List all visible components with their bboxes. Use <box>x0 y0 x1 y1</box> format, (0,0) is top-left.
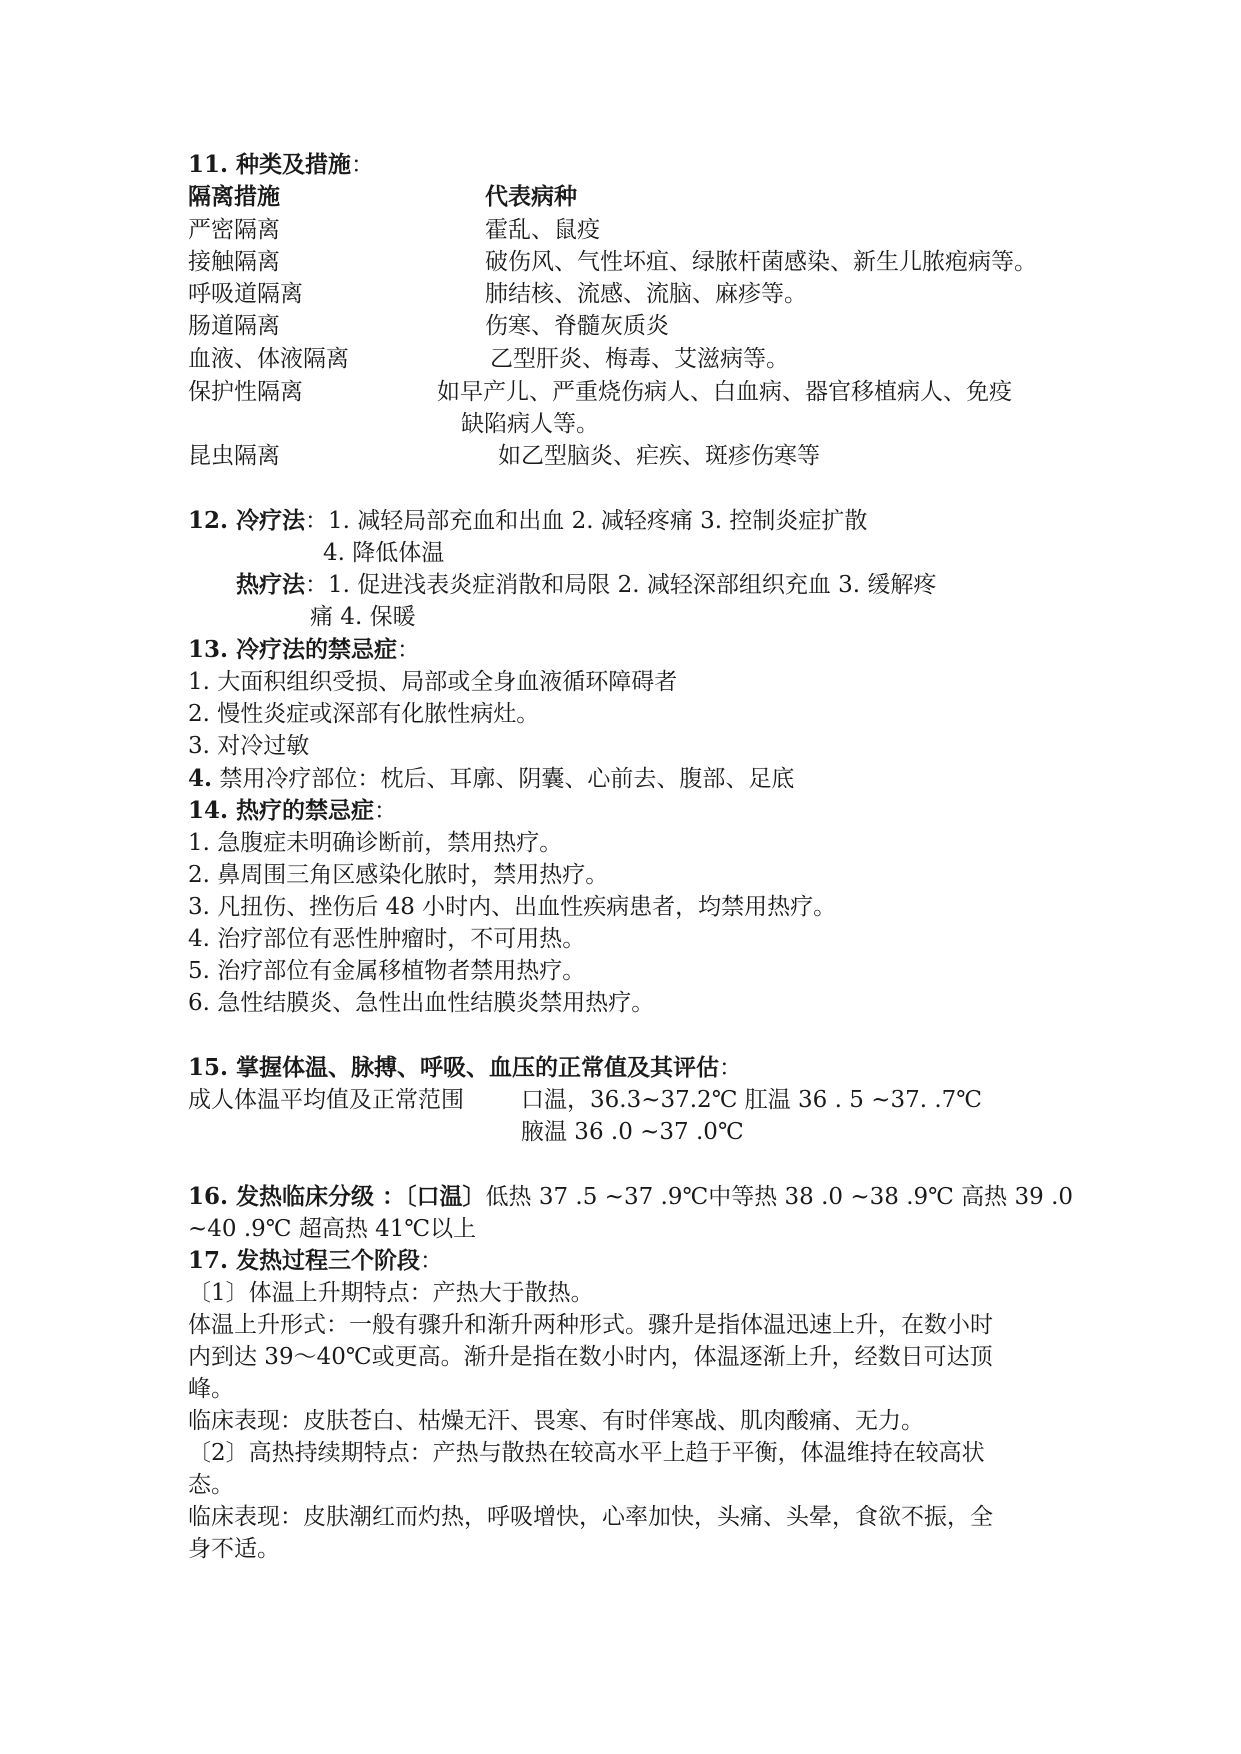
section-12-heat-therapy <box>236 570 936 600</box>
section-12-cold-therapy <box>188 506 867 536</box>
cold-contraindication-item <box>188 764 794 794</box>
adult-temperature-label: 成人体温平均值及正常范围 <box>188 1087 464 1113</box>
cold-contraindication-item: 3. 对冷过敏 <box>188 733 310 759</box>
isolation-disease: 乙型肝炎、梅毒、艾滋病等。 <box>490 346 789 372</box>
isolation-measure: 呼吸道隔离 <box>188 281 303 307</box>
isolation-measure: 严密隔离 <box>188 217 280 243</box>
heat-contraindication-item: 1. 急腹症未明确诊断前，禁用热疗。 <box>188 830 563 856</box>
fever-stage-line: 体温上升形式：一般有骤升和渐升两种形式。骤升是指体温迅速上升，在数小时 <box>188 1312 993 1338</box>
axillary-temperature: 腋温 36 .0 ~37 .0℃ <box>521 1119 744 1145</box>
cold-therapy-label: 12. 冷疗法 <box>188 507 306 534</box>
section-11-heading <box>188 150 374 180</box>
isolation-disease: 如早产儿、严重烧伤病人、白血病、器官移植病人、免疫 <box>437 379 1012 405</box>
fever-grade-values-continued: ~40 .9℃ 超高热 41℃以上 <box>188 1216 477 1242</box>
cold-therapy-effects: ：1. 减轻局部充血和出血 2. 减轻疼痛 3. 控制炎症扩散 <box>305 508 868 534</box>
fever-stage-line: 〔2〕高热持续期特点：产热与散热在较高水平上趋于平衡，体温维持在较高状 <box>188 1440 985 1466</box>
section-16-fever-grading <box>188 1182 1073 1212</box>
fever-stage-line: 身不适。 <box>188 1536 280 1562</box>
cold-contraindication-item: 1. 大面积组织受损、局部或全身血液循环障碍者 <box>188 669 678 695</box>
fever-stage-line: 临床表现：皮肤潮红而灼热，呼吸增快，心率加快，头痛、头晕，食欲不振，全 <box>188 1504 993 1530</box>
cold-contraindication-item: 2. 慢性炎症或深部有化脓性病灶。 <box>188 701 540 727</box>
fever-stage-line: 〔1〕体温上升期特点：产热大于散热。 <box>188 1280 594 1306</box>
fever-grade-values: 低热 37 .5 ~37 .9℃中等热 38 .0 ~38 .9℃ 高热 39 .0 <box>485 1184 1074 1210</box>
item-4-text: 禁用冷疗部位：枕后、耳廓、阴囊、心前去、腹部、足底 <box>212 766 795 792</box>
section-13-heading <box>188 635 420 665</box>
oral-rectal-temperature: 口温，36.3~37.2℃ 肛温 36 . 5 ~37. .7℃ <box>521 1087 983 1113</box>
heat-contraindication-item: 5. 治疗部位有金属移植物者禁用热疗。 <box>188 958 586 984</box>
heat-contraindication-item: 3. 凡扭伤、挫伤后 48 小时内、出血性疾病患者，均禁用热疗。 <box>188 894 837 920</box>
section-14-title: 14. 热疗的禁忌症 <box>188 797 375 824</box>
isolation-measure: 肠道隔离 <box>188 313 280 339</box>
section-15-heading <box>188 1053 742 1083</box>
fever-stage-line: 临床表现：皮肤苍白、枯燥无汗、畏寒、有时伴寒战、肌肉酸痛、无力。 <box>188 1408 924 1434</box>
item-4-number: 4. <box>188 765 213 792</box>
isolation-disease: 破伤风、气性坏疽、绿脓杆菌感染、新生儿脓疱病等。 <box>485 249 1037 275</box>
isolation-disease: 伤寒、脊髓灰质炎 <box>485 313 669 339</box>
section-17-title: 17. 发热过程三个阶段 <box>188 1247 421 1274</box>
heat-therapy-effects-continued: 痛 4. 保暖 <box>310 604 416 630</box>
fever-stage-line: 态。 <box>188 1472 234 1498</box>
heat-contraindication-item: 4. 治疗部位有恶性肿瘤时，不可用热。 <box>188 926 586 952</box>
isolation-disease: 霍乱、鼠疫 <box>485 217 600 243</box>
heat-therapy-effects: ：1. 促进浅表炎症消散和局限 2. 减轻深部组织充血 3. 缓解疼 <box>305 572 937 598</box>
isolation-measure: 接触隔离 <box>188 249 280 275</box>
section-11-title: 11. 种类及措施 <box>188 151 352 178</box>
fever-stage-line: 峰。 <box>188 1376 234 1402</box>
section-14-heading <box>188 796 397 826</box>
section-16-title: 16. 发热临床分级 ：〔口温〕 <box>188 1183 486 1210</box>
isolation-disease: 如乙型脑炎、疟疾、斑疹伤寒等 <box>498 443 820 469</box>
isolation-measure-header: 隔离措施 <box>188 183 280 210</box>
heat-therapy-label: 热疗法 <box>236 571 305 598</box>
fever-stage-line: 内到达 39～40℃或更高。渐升是指在数小时内，体温逐渐上升，经数日可达顶 <box>188 1344 993 1370</box>
heat-contraindication-item: 6. 急性结膜炎、急性出血性结膜炎禁用热疗。 <box>188 990 655 1016</box>
cold-therapy-effects-continued: 4. 降低体温 <box>323 540 445 566</box>
isolation-disease-continued: 缺陷病人等。 <box>461 411 599 437</box>
representative-disease-header: 代表病种 <box>485 183 577 210</box>
heat-contraindication-item: 2. 鼻周围三角区感染化脓时，禁用热疗。 <box>188 862 609 888</box>
section-17-heading <box>188 1246 443 1276</box>
section-13-title: 13. 冷疗法的禁忌症 <box>188 636 398 663</box>
isolation-measure: 血液、体液隔离 <box>188 346 349 372</box>
section-13-colon: ： <box>397 637 421 663</box>
section-17-colon: ： <box>420 1248 444 1274</box>
isolation-measure: 昆虫隔离 <box>188 443 280 469</box>
isolation-measure: 保护性隔离 <box>188 379 303 405</box>
section-14-colon: ： <box>374 798 398 824</box>
isolation-disease: 肺结核、流感、流脑、麻疹等。 <box>485 281 807 307</box>
section-11-colon: ： <box>351 152 375 178</box>
section-15-title: 15. 掌握体温、脉搏、呼吸、血压的正常值及其评估 <box>188 1054 720 1081</box>
section-15-colon: ： <box>719 1055 743 1081</box>
